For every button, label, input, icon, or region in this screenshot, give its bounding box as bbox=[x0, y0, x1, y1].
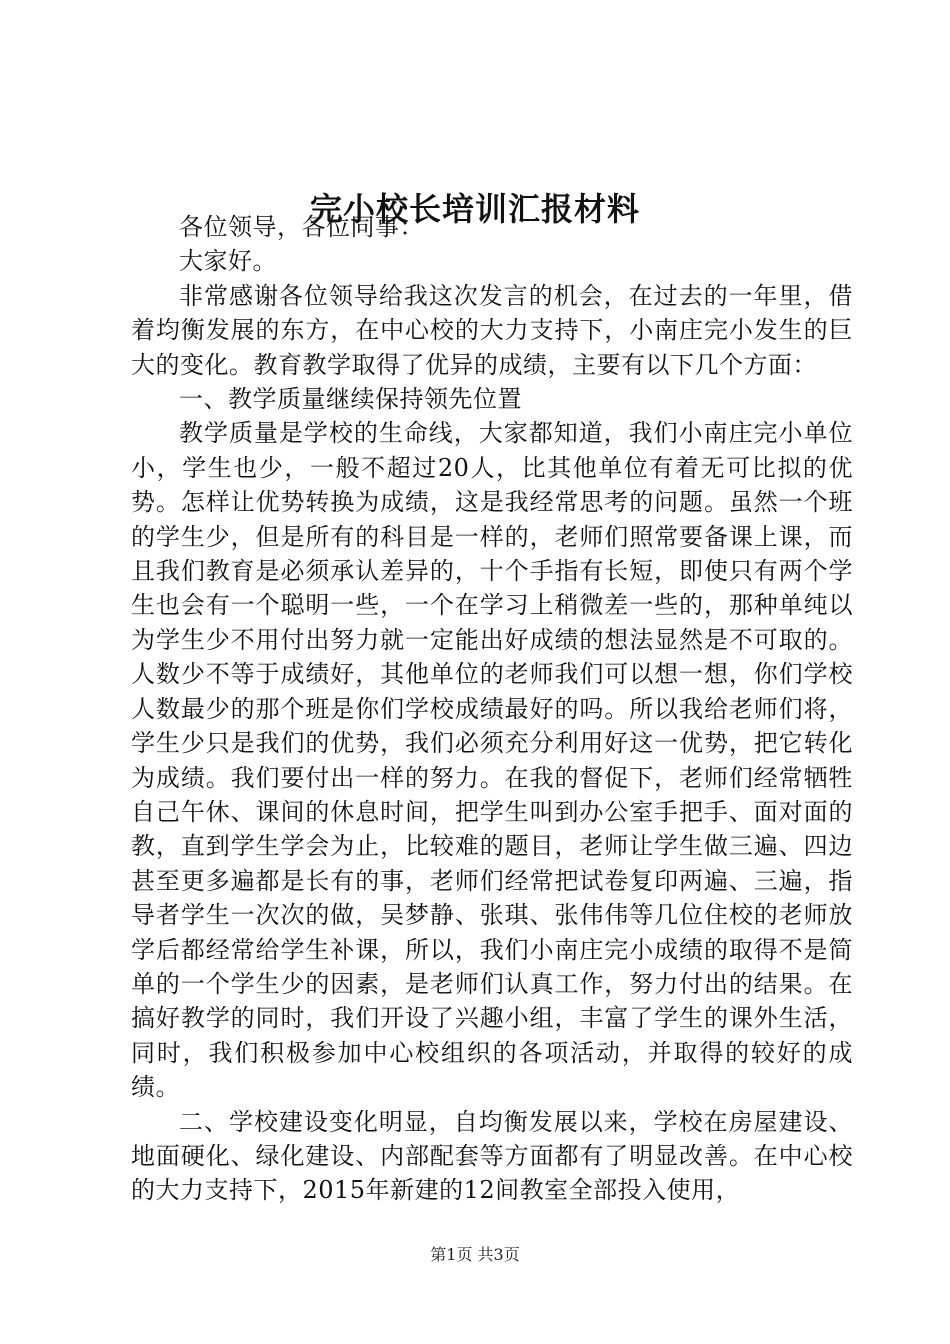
salutation: 各位领导，各位同事： bbox=[179, 213, 424, 241]
page-footer: 第1页 共3页 bbox=[430, 1245, 520, 1264]
section-1-paragraph: 教学质量是学校的生命线，大家都知道，我们小南庄完小单位小，学生也少，一般不超过20人，比其他单位有着无可比拟的优势。怎样让优势转换为成绩，这是我经常思考的问题。虽然一个班的学生少，但是所有的科目是一样的，老师们照常要备课上课，而且我们教育是必须承认差异的，十个手指有长短，即使只有两个学生也会有一个聪明一些，一个在学习上稍微差一些的，那种单纯以为学生少不用付出努力就一定能出好成绩的想法显然是不可取的。人数少不等于成绩好，其他单位的老师我们可以想一想，你们学校人数最少的那个班是你们学校成绩最好的吗。所以我给老师们将，学生少只是我们的优势，我们必须充分利用好这一优势，把它转化为成绩。我们要付出一样的努力。在我的督促下，老师们经常牺牲自己午休、课间的休息时间，把学生叫到办公室手把手、面对面的教，直到学生学会为止，比较难的题目，老师让学生做三遍、四边甚至更多遍都是长有的事，老师们经常把试卷复印两遍、三遍，指导者学生一次次的做，吴梦静、张琪、张伟伟等几位住校的老师放学后都经常给学生补课，所以，我们小南庄完小成绩的取得不是简单的一个学生少的因素，是老师们认真工作，努力付出的结果。在搞好教学的同时，我们开设了兴趣小组，丰富了学生的课外生活，同时，我们积极参加中心校组织的各项活动，并取得的较好的成绩。 bbox=[131, 419, 853, 1102]
section-heading-1: 一、教学质量继续保持领先位置 bbox=[179, 385, 522, 414]
section-2-paragraph: 二、学校建设变化明显，自均衡发展以来，学校在房屋建设、地面硬化、绿化建设、内部配套等方面都有了明显改善。在中心校的大力支持下，2015年新建的12间教室全部投入使用， bbox=[131, 1107, 853, 1205]
greeting: 大家好。 bbox=[179, 247, 277, 276]
intro-paragraph: 非常感谢各位领导给我这次发言的机会，在过去的一年里，借着均衡发展的东方，在中心校的大力支持下，小南庄完小发生的巨大的变化。教育教学取得了优异的成绩，主要有以下几个方面： bbox=[131, 281, 853, 379]
document-title: 完小校长培训汇报材料 bbox=[309, 190, 640, 228]
document-body bbox=[131, 210, 853, 1208]
